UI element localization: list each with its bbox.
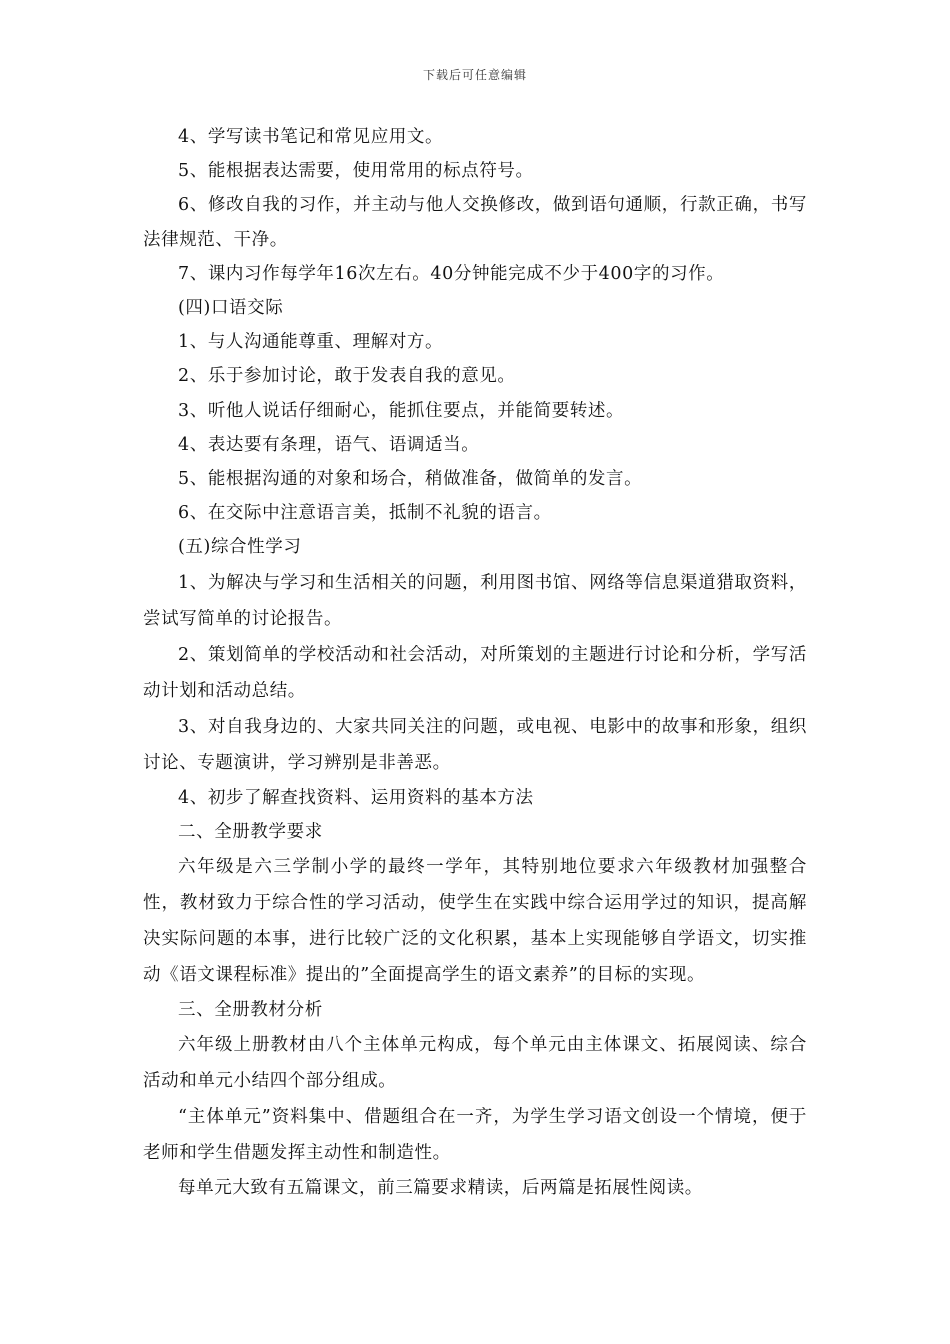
paragraph: 3、听他人说话仔细耐心，能抓住要点，并能简要转述。 — [178, 400, 625, 421]
paragraph: 4、学写读书笔记和常见应用文。 — [178, 127, 444, 147]
paragraph: 4、初步了解查找资料、运用资料的基本方法 — [178, 787, 534, 808]
paragraph: “主体单元”资料集中、借题组合在一齐，为学生学习语文创设一个情境，便于老师和学生借题发挥主动性和制造性。 — [143, 1107, 807, 1164]
paragraph: 5、能根据沟通的对象和场合，稍做准备，做简单的发言。 — [178, 469, 643, 490]
paragraph: 六年级是六三学制小学的最终一学年，其特别地位要求六年级教材加强整合性，教材致力于综合性的学习活动，使学生在实践中综合运用学过的知识，提高解决实际问题的本事，进行比较广泛的文化积累，基本上实现能够自学语文，切实推动《语文课程标准》提出的”全面提高学生的语文素养”的目标的实现。 — [143, 857, 807, 986]
paragraph: 4、表达要有条理，语气、语调适当。 — [178, 434, 480, 455]
section-heading: 三、全册教材分析 — [178, 1000, 323, 1021]
paragraph: 1、与人沟通能尊重、理解对方。 — [178, 332, 444, 353]
section-heading: (四)口语交际 — [178, 298, 284, 319]
paragraph: 6、在交际中注意语言美，抵制不礼貌的语言。 — [178, 503, 552, 524]
paragraph: 1、为解决与学习和生活相关的问题，利用图书馆、网络等信息渠道猎取资料，尝试写简单的讨论报告。 — [143, 572, 807, 629]
paragraph: 3、对自我身边的、大家共同关注的问题，或电视、电影中的故事和形象，组织讨论、专题演讲，学习辨别是非善恶。 — [143, 716, 807, 773]
paragraph: 每单元大致有五篇课文，前三篇要求精读，后两篇是拓展性阅读。 — [178, 1178, 703, 1199]
document-body — [143, 120, 807, 1205]
paragraph: 7、课内习作每学年16次左右。40分钟能完成不少于400字的习作。 — [178, 263, 725, 284]
paragraph: 2、乐于参加讨论，敢于发表自我的意见。 — [178, 366, 516, 387]
paragraph: 6、修改自我的习作，并主动与他人交换修改，做到语句通顺，行款正确，书写法律规范、干净。 — [143, 195, 807, 250]
paragraph: 六年级上册教材由八个主体单元构成，每个单元由主体课文、拓展阅读、综合活动和单元小结四个部分组成。 — [143, 1035, 807, 1092]
page-header: 下载后可任意编辑 — [422, 68, 527, 82]
section-heading: (五)综合性学习 — [178, 537, 302, 558]
paragraph: 2、策划简单的学校活动和社会活动，对所策划的主题进行讨论和分析，学写活动计划和活动总结。 — [143, 644, 807, 701]
paragraph: 5、能根据表达需要，使用常用的标点符号。 — [178, 161, 534, 182]
section-heading: 二、全册教学要求 — [178, 821, 323, 842]
